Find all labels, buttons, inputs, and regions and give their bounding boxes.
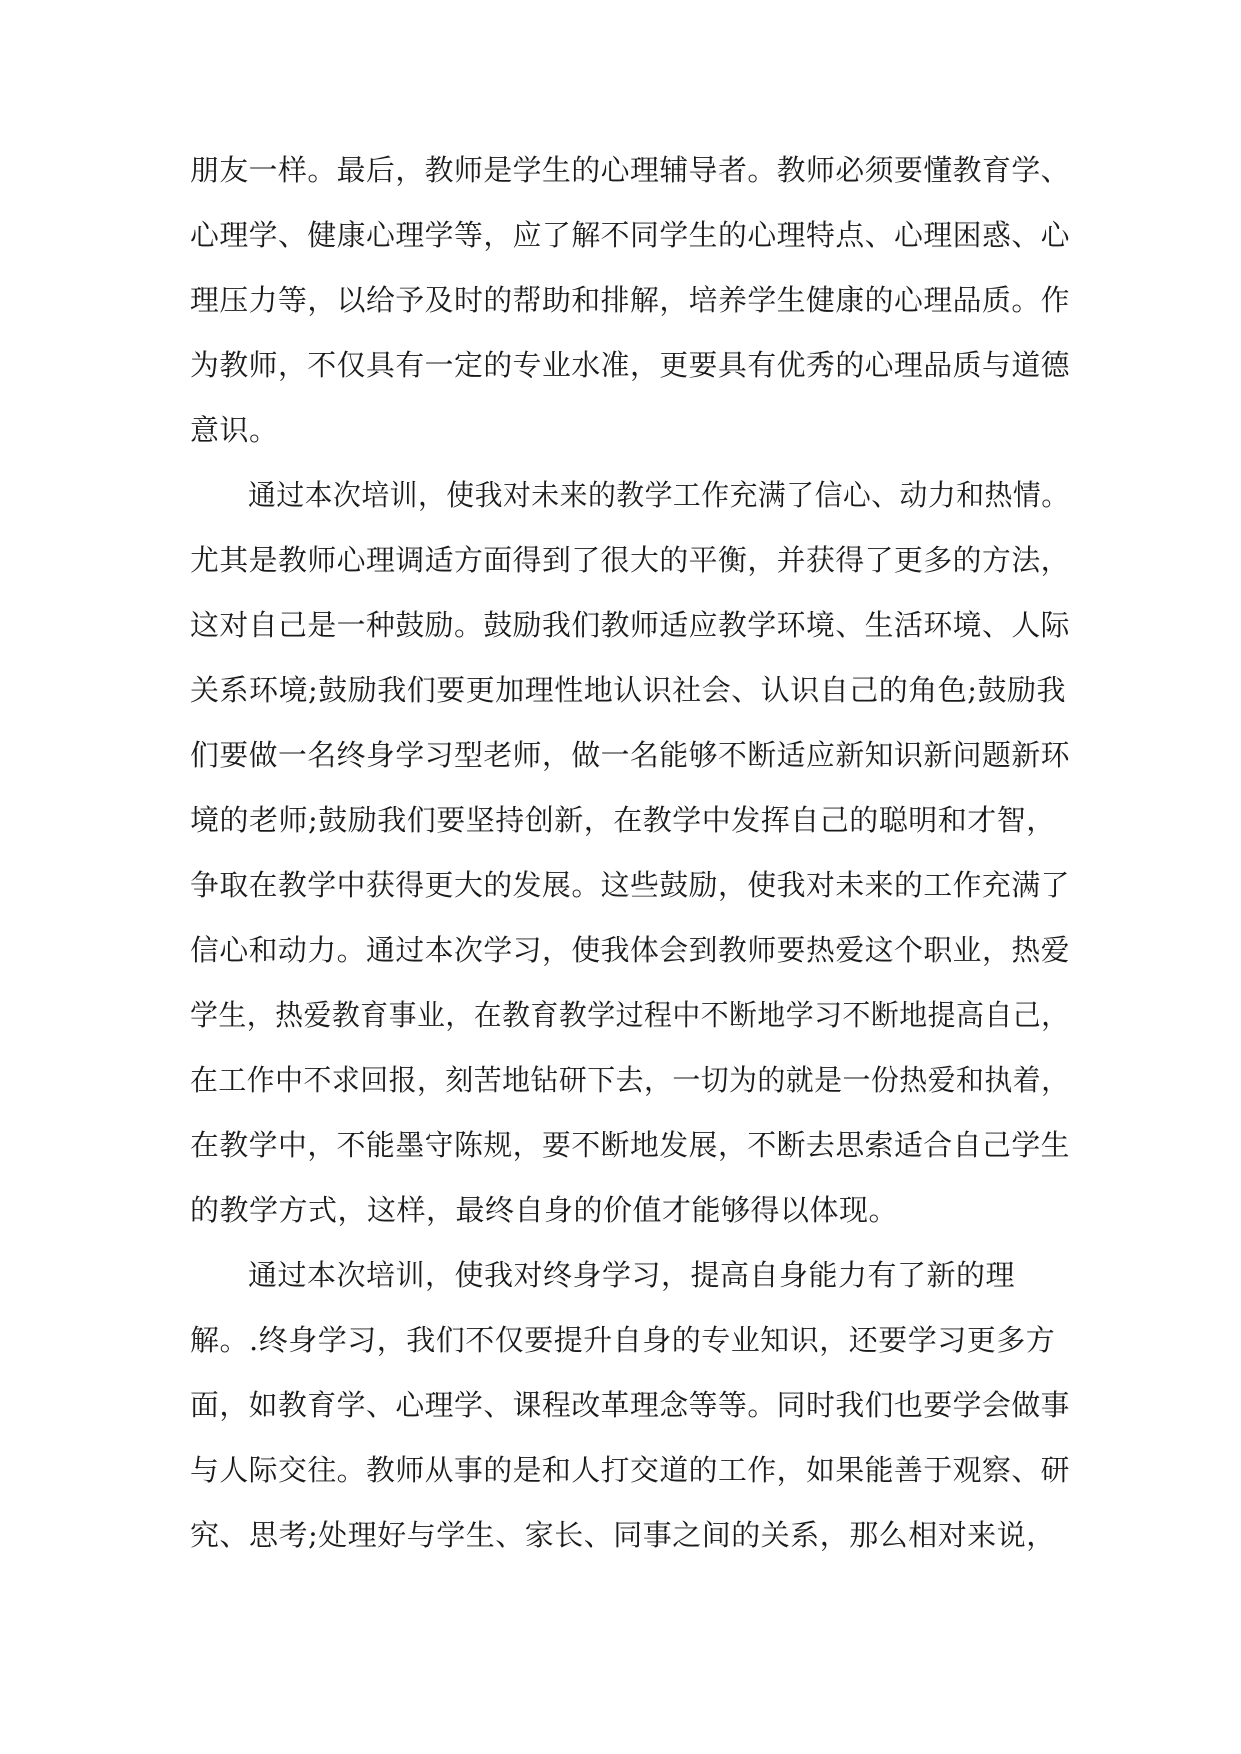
- text-line: 通过本次培训，使我对终身学习，提高自身能力有了新的理: [248, 1258, 1016, 1292]
- text-line: 意识。: [190, 413, 279, 447]
- text-line: 这对自己是一种鼓励。鼓励我们教师适应教学环境、生活环境、人际: [190, 608, 1071, 642]
- text-line: 心理学、健康心理学等，应了解不同学生的心理特点、心理困惑、心: [190, 218, 1071, 252]
- text-line: 解。.终身学习，我们不仅要提升自身的专业知识，还要学习更多方: [190, 1323, 1056, 1357]
- text-line: 通过本次培训，使我对未来的教学工作充满了信心、动力和热情。: [248, 478, 1070, 512]
- text-line: 为教师，不仅具有一定的专业水准，更要具有优秀的心理品质与道德: [190, 348, 1071, 382]
- text-line: 们要做一名终身学习型老师，做一名能够不断适应新知识新问题新环: [190, 738, 1071, 772]
- text-line: 朋友一样。最后，教师是学生的心理辅导者。教师必须要懂教育学、: [190, 153, 1071, 187]
- text-line: 信心和动力。通过本次学习，使我体会到教师要热爱这个职业，热爱: [190, 933, 1071, 967]
- text-line: 关系环境;鼓励我们要更加理性地认识社会、认识自己的角色;鼓励我: [190, 673, 1067, 707]
- text-line: 在教学中，不能墨守陈规，要不断地发展，不断去思索适合自己学生: [190, 1128, 1071, 1162]
- text-line: 面，如教育学、心理学、课程改革理念等等。同时我们也要学会做事: [190, 1388, 1071, 1422]
- text-line: 究、思考;处理好与学生、家长、同事之间的关系，那么相对来说，: [190, 1518, 1056, 1552]
- text-line: 境的老师;鼓励我们要坚持创新，在教学中发挥自己的聪明和才智，: [190, 803, 1056, 837]
- text-line: 理压力等，以给予及时的帮助和排解，培养学生健康的心理品质。作: [190, 283, 1071, 317]
- text-line: 在工作中不求回报，刻苦地钻研下去，一切为的就是一份热爱和执着，: [190, 1063, 1070, 1097]
- text-line: 争取在教学中获得更大的发展。这些鼓励，使我对未来的工作充满了: [190, 868, 1071, 902]
- text-line: 与人际交往。教师从事的是和人打交道的工作，如果能善于观察、研: [190, 1453, 1071, 1487]
- text-line: 学生，热爱教育事业，在教育教学过程中不断地学习不断地提高自己，: [190, 998, 1070, 1032]
- text-line: 的教学方式，这样，最终自身的价值才能够得以体现。: [190, 1193, 899, 1227]
- text-line: 尤其是教师心理调适方面得到了很大的平衡，并获得了更多的方法，: [190, 543, 1071, 577]
